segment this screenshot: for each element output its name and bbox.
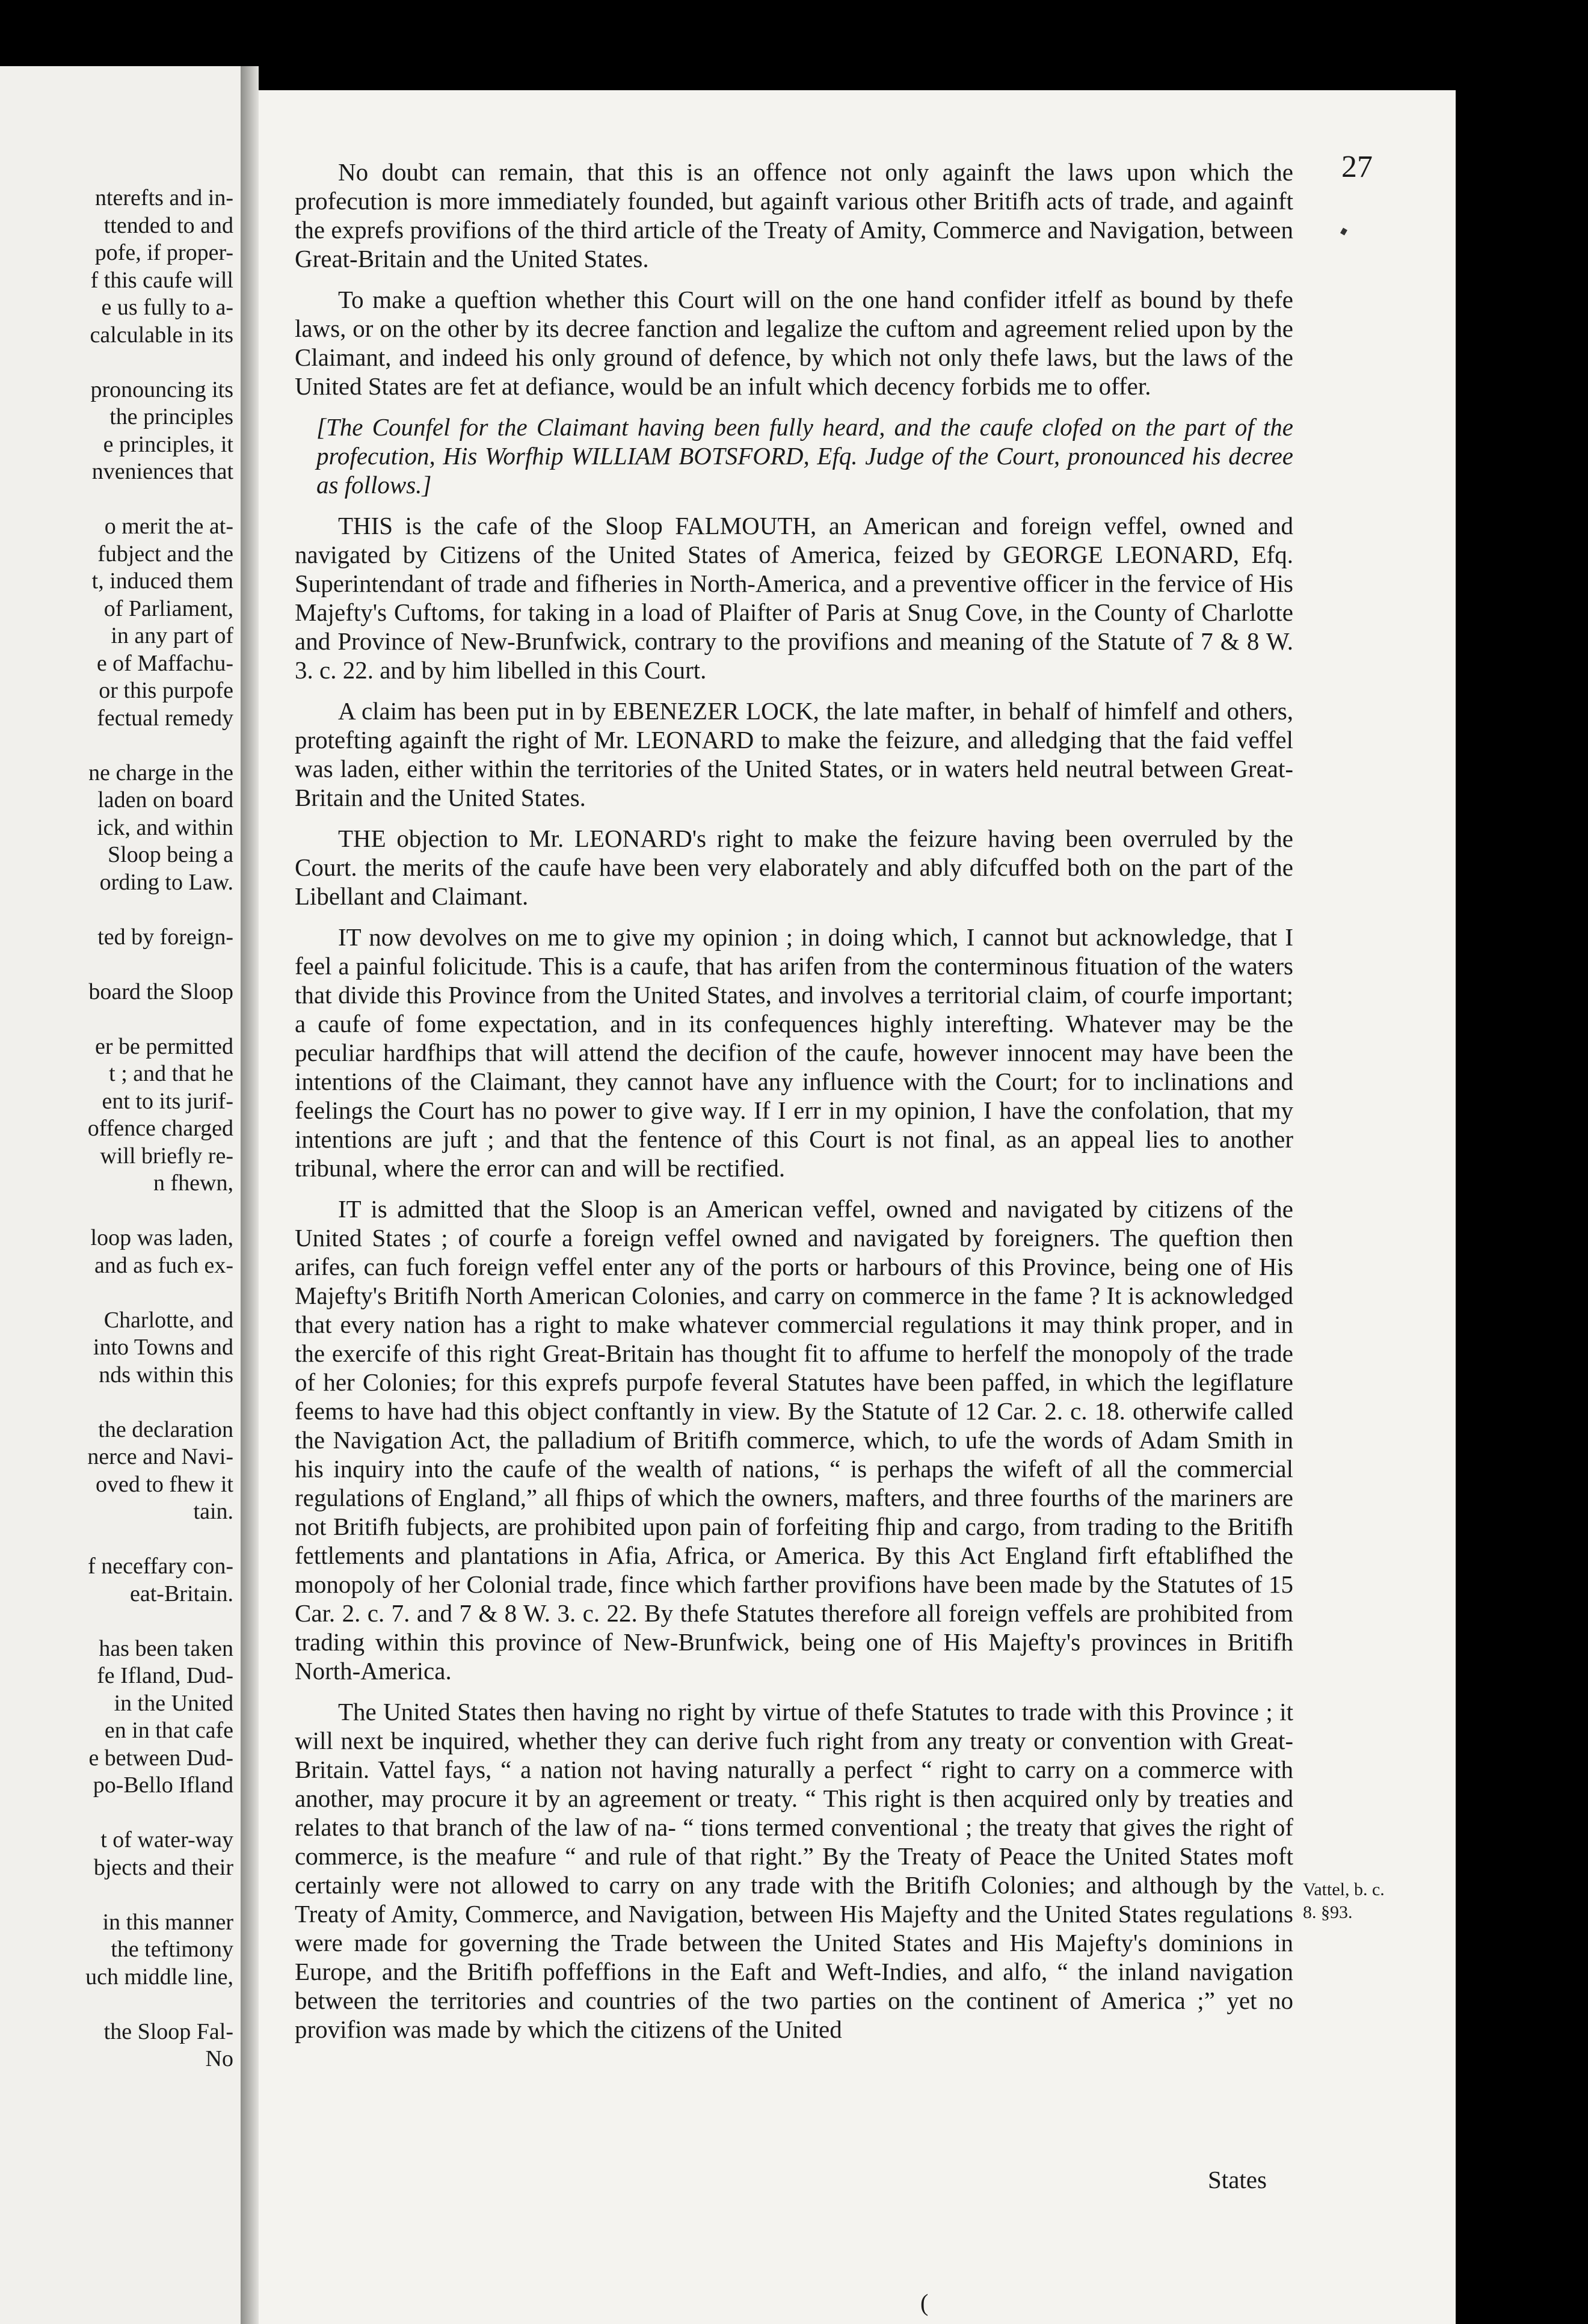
facing-page-line: ne charge in the <box>88 760 233 785</box>
facing-page-line: e us fully to a- <box>101 295 233 320</box>
facing-page-line: Sloop being a <box>108 842 233 867</box>
facing-page-line: in this manner <box>102 1909 233 1935</box>
editorial-note: [The Counfel for the Claimant having been fully heard, and the caufe clofed on the part of the profecution, His Worfhip WILLIAM BOTSFORD, Efq. Judge of the Court, pronounced his decree as follows.] <box>316 413 1293 499</box>
facing-page-line: e of Maffachu- <box>96 650 233 676</box>
facing-page-line: er be permitted <box>94 1033 233 1059</box>
facing-page-line: ted by foreign- <box>97 924 233 950</box>
paragraph-2: To make a queftion whether this Court will on the one hand confider itfelf as bound by thefe laws, or on the other by its decree fanction and legalize the cuftom and agreement relied upon by the Claimant, and indeed his only ground of defence, by which not only thefe laws, but the laws of the United States are fet at defiance, would be an infult which decency forbids me to offer. <box>295 286 1293 400</box>
facing-page-line: e between Dud- <box>88 1745 233 1771</box>
facing-page-line: the teftimony <box>111 1937 233 1962</box>
facing-page-line: n fhewn, <box>153 1170 233 1196</box>
facing-page-line: fubject and the <box>97 541 233 567</box>
book-gutter <box>241 66 259 2324</box>
facing-page-line: of Parliament, <box>103 595 233 621</box>
facing-page <box>0 66 247 2324</box>
facing-page-line: fe Ifland, Dud- <box>97 1663 233 1688</box>
facing-page-line: oved to fhew it <box>95 1471 233 1497</box>
facing-page-line: t of water-way <box>100 1827 233 1852</box>
facing-page-line: ent to its jurif- <box>102 1088 233 1114</box>
facing-page-line: will briefly re- <box>100 1143 233 1169</box>
facing-page-line: nds within this <box>99 1362 233 1388</box>
facing-page-line: loop was laden, <box>90 1225 233 1250</box>
facing-page-line: pofe, if proper- <box>94 240 233 265</box>
page-number: 27 <box>1341 150 1373 184</box>
paragraph-6: IT now devolves on me to give my opinion ; in doing which, I cannot but acknowledge, that I feel a painful folicitude. This is a caufe, that has arifen from the conterminous fituation of the waters that divide this Province from the United States, and involves a territorial claim, of courfe important; a caufe of fome expectation, and in its confequences highly interefting. Whatever may be the peculiar hardfhips that will attend the decifion of the caufe, however innocent may have been the intentions of the Claimant, they cannot have any influence with the Court; for to inclinations and feelings the Court has no power to give way. If I err in my opinion, I have the confolation, that my intentions are juft ; and that the fentence of this Court is not final, as an appeal lies to another tribunal, where the error can and will be rectified. <box>295 923 1293 1182</box>
facing-page-line: Charlotte, and <box>103 1307 233 1333</box>
facing-page-line: offence charged <box>87 1116 233 1141</box>
facing-page-line: tain. <box>193 1499 233 1524</box>
facing-page-line: the principles <box>109 404 233 429</box>
facing-page-line: and as fuch ex- <box>94 1252 233 1278</box>
catchword: States <box>1208 2166 1267 2193</box>
facing-page-line: ording to Law. <box>99 869 233 895</box>
paragraph-3: THIS is the cafe of the Sloop FALMOUTH, an American and foreign veffel, owned and navigated by Citizens of the United States of America, feized by GEORGE LEONARD, Efq. Superintendant of trade and fifheries in North-America, and a preventive officer in the fervice of His Majefty's Cuftoms, for taking in a load of Plaifter of Paris at Snug Cove, in the County of Charlotte and Province of New-Brunfwick, contrary to the provifions and meaning of the Statute of 7 & 8 W. 3. c. 22. and by him libelled in this Court. <box>295 512 1293 684</box>
facing-page-line: the declaration <box>98 1416 233 1442</box>
paragraph-4: A claim has been put in by EBENEZER LOCK, the late mafter, in behalf of himfelf and others, protefting againft the right of Mr. LEONARD to make the feizure, and alledging that the faid veffel was laden, either within the territories of the United States, or in waters held neutral between Great-Britain and the United States. <box>295 697 1293 811</box>
facing-page-line: No <box>205 2046 233 2071</box>
paragraph-5: THE objection to Mr. LEONARD's right to make the feizure having been overruled by the Court. the merits of the caufe have been very elaborately and ably difcuffed both on the part of the Libellant and Claimant. <box>295 825 1293 910</box>
facing-page-line: pronouncing its <box>90 377 233 402</box>
facing-page-line: in any part of <box>111 623 233 648</box>
facing-page-line: has been taken <box>99 1635 233 1661</box>
facing-page-line: nveniences that <box>91 459 233 484</box>
facing-page-line: board the Sloop <box>88 979 233 1004</box>
facing-page-line: uch middle line, <box>85 1964 233 1990</box>
facing-page-line: eat-Britain. <box>130 1581 233 1606</box>
paragraph-1: No doubt can remain, that this is an offence not only againft the laws upon which the profecution is more immediately founded, but againft various other Britifh acts of trade, and againft the exprefs provifions of the third article of the Treaty of Amity, Commerce and Navigation, between Great-Britain and the United States. <box>295 158 1293 272</box>
body-text <box>295 158 1293 2044</box>
facing-page-line: en in that cafe <box>104 1718 233 1743</box>
facing-page-line: ick, and within <box>97 814 233 840</box>
facing-page-line: laden on board <box>97 787 233 813</box>
facing-page-line: t, induced them <box>91 568 233 594</box>
facing-page-line: nterefts and in- <box>94 185 233 211</box>
facing-page-line: in the United <box>114 1690 233 1716</box>
facing-page-line: ttended to and <box>103 212 233 238</box>
facing-page-line: t ; and that he <box>109 1061 233 1086</box>
facing-page-line: bjects and their <box>93 1854 233 1880</box>
margin-note: Vattel, b. c. 8. §93. <box>1303 1880 1385 1922</box>
facing-page-line: or this purpofe <box>99 678 233 703</box>
facing-page-line: o merit the at- <box>104 514 233 539</box>
paragraph-7: IT is admitted that the Sloop is an American veffel, owned and navigated by citizens of the United States ; of courfe a foreign veffel owned and navigated by foreigners. The queftion then arifes, can fuch foreign veffel enter any of the ports or harbours of this Province, being one of His Majefty's Britifh North American Colonies, and carry on commerce in the fame ? It is acknowledged that every nation has a right to make whatever commercial regulations it may think proper, and in the exercife of this right Great-Britain has thought fit to affume to herfelf the monopoly of the trade of her Colonies; for this exprefs purpofe feveral Statutes have been paffed, in which the legiflature feems to have had this object conftantly in view. By the Statute of 12 Car. 2. c. 18. otherwife called the Navigation Act, the palladium of Britifh commerce, which, to ufe the words of Adam Smith in his inquiry into the caufe of the wealth of nations, “ is perhaps the wifeft of all the commercial regulations of England,” all fhips of which the owners, mafters, and three fourths of the mariners are not Britifh fubjects, are prohibited upon pain of forfeiting fhip and cargo, from trading to the Britifh fettlements and plantations in Afia, Africa, or America. By this Act England firft eftablifhed the monopoly of her Colonial trade, fince which farther provifions have been made by the Statutes of 15 Car. 2. c. 7. and 7 & 8 W. 3. c. 22. By thefe Statutes therefore all foreign veffels are prohibited from trading within this province of New-Brunfwick, being one of His Majefty's provinces in Britifh North-America. <box>295 1195 1293 1685</box>
paragraph-8: The United States then having no right by virtue of thefe Statutes to trade with this Province ; it will next be inquired, whether they can derive fuch right from any treaty or convention with Great-Britain. Vattel fays, “ a nation not having naturally a perfect “ right to carry on a commerce with another, may procure it by an agreement or treaty. “ This right is then acquired only by treaties and relates to that branch of the law of na- “ tions termed conventional ; the treaty that gives the right of commerce, is the meafure “ and rule of that right.” By the Treaty of Peace the United States moft certainly were not allowed to carry on any trade with the Britifh Colonies; and although by the Treaty of Amity, Commerce, and Navigation, between His Majefty and the United States regulations were made for governing the Trade between the United States and His Majefty's dominions in Europe, and the Britifh poffeffions in the Eaft and Weft-Indies, and alfo, “ the inland navigation between the territories and countries of the two parties on the continent of America ;” yet no provifion was made by which the citizens of the United <box>295 1698 1293 2043</box>
facing-page-line: into Towns and <box>93 1335 233 1360</box>
facing-page-line: f neceffary con- <box>88 1554 233 1579</box>
stray-mark: ( <box>920 2289 929 2316</box>
facing-page-line: po-Bello Ifland <box>93 1772 233 1798</box>
facing-page-line: f this caufe will <box>90 267 233 293</box>
facing-page-line: e principles, it <box>103 431 233 457</box>
facing-page-line: nerce and Navi- <box>87 1444 233 1469</box>
facing-page-line: calculable in its <box>90 322 233 348</box>
facing-page-line: the Sloop Fal- <box>103 2018 233 2044</box>
facing-page-line: fectual remedy <box>97 705 233 731</box>
